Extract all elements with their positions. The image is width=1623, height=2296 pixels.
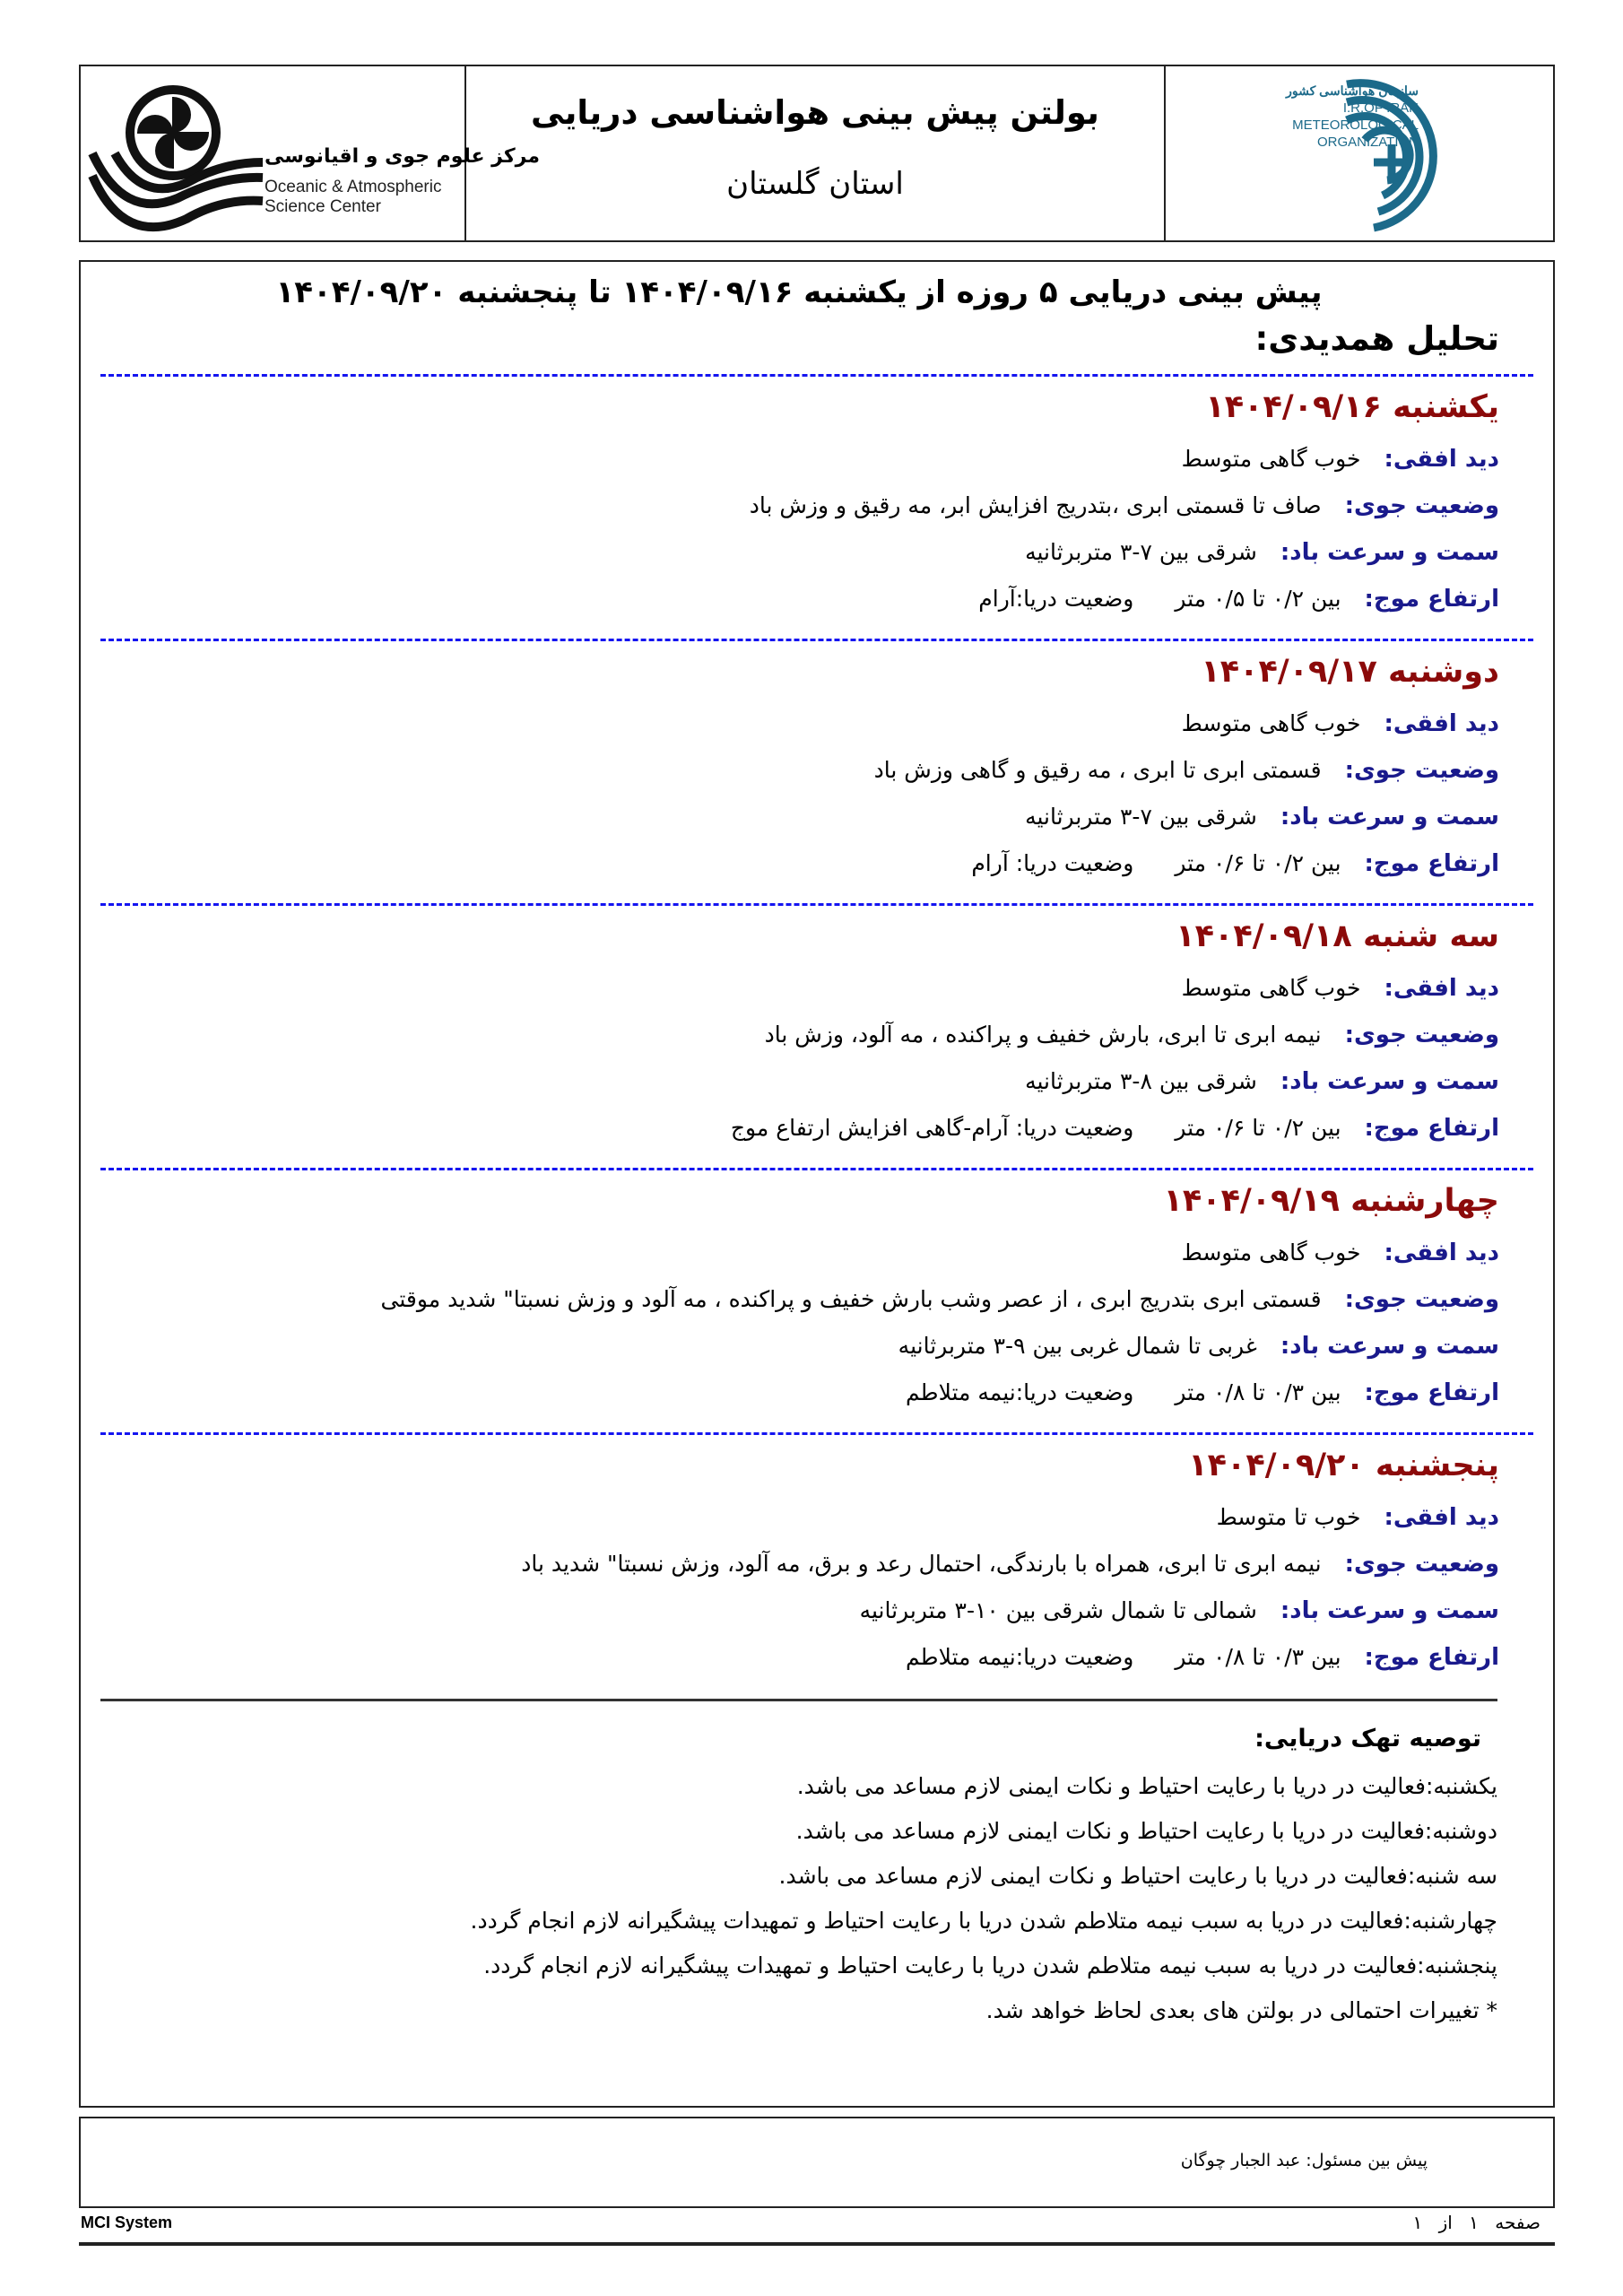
wind-label: سمت و سرعت باد: [1280,1597,1499,1624]
wind-label: سمت و سرعت باد: [1280,804,1499,831]
dotted-separator [100,1168,1533,1170]
wind-value: شرقی بین ۷-۳ متربرثانیه [1025,804,1257,830]
weather-row [81,1012,1499,1058]
weather-row [81,747,1499,794]
wave-row [81,576,1499,622]
wind-value: شرقی بین ۷-۳ متربرثانیه [1025,539,1257,565]
dotted-separator [100,374,1533,377]
forecaster-name: پیش بین مسئول: عبد الجبار چوگان [1180,2151,1428,2170]
weather-value: نیمه ابری تا ابری، همراه با بارندگی، احتمال رعد و برق، مه آلود، وزش نسبتا" شدید باد [521,1551,1322,1577]
irimo-logo-icon [1338,77,1490,234]
visibility-row [81,436,1499,483]
day-forecast [81,654,1499,887]
forecast-title: پیش بینی دریایی ۵ روزه از یکشنبه ۱۴۰۴/۰۹/۱۶ تا پنجشنبه ۱۴۰۴/۰۹/۲۰ [275,274,1323,310]
wave-label: ارتفاع موج: [1364,1644,1499,1671]
irimo-name-en-line2: METEOROLOGICAL [1292,117,1419,133]
weather-value: نیمه ابری تا ابری، بارش خفیف و پراکنده ، مه آلود، وزش باد [764,1022,1322,1048]
advice-line: سه شنبه:فعالیت در دریا با رعایت احتیاط و نکات ایمنی لازم مساعد می باشد. [778,1863,1497,1889]
irimo-name-en-line3: ORGANIZATION [1316,135,1419,150]
visibility-value: خوب گاهی متوسط [1181,446,1361,472]
day-title: چهارشنبه ۱۴۰۴/۰۹/۱۹ [1163,1183,1499,1219]
wind-label: سمت و سرعت باد: [1280,539,1499,566]
weather-row [81,483,1499,529]
sea-state-value: وضعیت دریا: آرام-گاهی افزایش ارتفاع موج [730,1115,1134,1141]
visibility-row [81,1494,1499,1541]
advice-line: پنجشنبه:فعالیت در دریا به سبب نیمه متلاطم شدن دریا با رعایت احتیاط و تمهیدات پیشگیرانه لازم انجام گردد. [483,1952,1497,1979]
visibility-row [81,1230,1499,1276]
day-title: سه شنبه ۱۴۰۴/۰۹/۱۸ [1176,918,1499,954]
advice-line: * تغییرات احتمالی در بولتن های بعدی لحاظ خواهد شد. [985,1997,1497,2023]
day-title: پنجشنبه ۱۴۰۴/۰۹/۲۰ [1188,1448,1499,1483]
visibility-label: دید افقی: [1384,710,1499,737]
visibility-row [81,700,1499,747]
weather-row [81,1276,1499,1323]
wind-row [81,794,1499,840]
day-title: دوشنبه ۱۴۰۴/۰۹/۱۷ [1201,654,1499,690]
wave-row [81,1634,1499,1681]
visibility-value: خوب گاهی متوسط [1181,1239,1361,1265]
wave-value: بین ۰/۲ تا ۰/۶ متر [1175,1115,1341,1141]
advice-line: دوشنبه:فعالیت در دریا با رعایت احتیاط و نکات ایمنی لازم مساعد می باشد. [795,1818,1497,1844]
oasc-name-fa: مرکز علوم جوی و اقیانوسی [265,145,540,168]
irimo-name-fa: سازمان هواشناسی کشور [1286,83,1419,98]
visibility-row [81,965,1499,1012]
weather-value: قسمتی ابری تا ابری ، مه رقیق و گاهی وزش باد [873,757,1322,783]
day-forecast [81,918,1499,1152]
wave-label: ارتفاع موج: [1364,850,1499,877]
advice-line: یکشنبه:فعالیت در دریا با رعایت احتیاط و نکات ایمنی لازم مساعد می باشد. [796,1773,1497,1799]
oasc-name-en-line1: Oceanic & Atmospheric [265,178,442,196]
wave-value: بین ۰/۲ تا ۰/۵ متر [1175,586,1341,612]
sea-state-value: وضعیت دریا:نیمه متلاطم [906,1379,1134,1405]
irimo-name-en-line1: I.R.OF IRAN [1342,100,1419,116]
day-forecast [81,389,1499,622]
wave-value: بین ۰/۲ تا ۰/۶ متر [1175,850,1341,876]
wind-row [81,1323,1499,1370]
weather-value: قسمتی ابری بتدریج ابری ، از عصر وشب بارش خفیف و پراکنده ، مه آلود و وزش نسبتا" شدید موقتی [380,1286,1322,1312]
weather-label: وضعیت جوی: [1344,1286,1499,1313]
sea-state-value: وضعیت دریا:نیمه متلاطم [906,1644,1134,1670]
dotted-separator [100,639,1533,641]
system-name: MCI System [81,2213,173,2231]
dotted-separator [100,903,1533,906]
visibility-value: خوب تا متوسط [1216,1504,1361,1530]
footer-rule [79,2242,1555,2246]
sea-state-value: وضعیت دریا:آرام [978,586,1134,612]
wind-row [81,1058,1499,1105]
visibility-label: دید افقی: [1384,446,1499,473]
wave-row [81,840,1499,887]
bulletin-title: بولتن پیش بینی هواشناسی دریایی [531,93,1099,132]
wind-value: شرقی بین ۸-۳ متربرثانیه [1025,1068,1257,1094]
weather-label: وضعیت جوی: [1344,492,1499,519]
page-number: صفحه ۱ از ۱ [1412,2212,1541,2233]
wave-label: ارتفاع موج: [1364,1379,1499,1406]
advice-title: توصیه تهک دریایی: [1254,1725,1481,1752]
day-forecast [81,1183,1499,1416]
weather-row [81,1541,1499,1587]
header [79,65,1555,242]
visibility-value: خوب گاهی متوسط [1181,975,1361,1001]
synoptic-analysis-label: تحلیل همدیدی: [1254,319,1499,358]
wave-row [81,1105,1499,1152]
wave-label: ارتفاع موج: [1364,586,1499,613]
wind-row [81,1587,1499,1634]
advice-line: چهارشنبه:فعالیت در دریا به سبب نیمه متلاطم شدن دریا با رعایت احتیاط و تمهیدات پیشگیرانه لازم انجام گردد. [470,1908,1497,1934]
wind-label: سمت و سرعت باد: [1280,1333,1499,1360]
wind-label: سمت و سرعت باد: [1280,1068,1499,1095]
province-name: استان گلستان [726,166,904,202]
title-cell [466,66,1166,240]
weather-label: وضعیت جوی: [1344,757,1499,784]
day-forecast [81,1448,1499,1681]
weather-label: وضعیت جوی: [1344,1551,1499,1578]
oasc-logo-cell [81,66,540,240]
oasc-name-en-line2: Science Center [265,197,381,216]
visibility-label: دید افقی: [1384,975,1499,1002]
solid-separator [100,1699,1497,1701]
forecast-section [79,260,1555,2108]
visibility-value: خوب گاهی متوسط [1181,710,1361,736]
wind-value: غربی تا شمال غربی بین ۹-۳ متربرثانیه [898,1333,1257,1359]
footer-box [79,2117,1555,2208]
sea-state-value: وضعیت دریا: آرام [971,850,1134,876]
visibility-label: دید افقی: [1384,1239,1499,1266]
dotted-separator [100,1432,1533,1435]
visibility-label: دید افقی: [1384,1504,1499,1531]
day-title: یکشنبه ۱۴۰۴/۰۹/۱۶ [1205,389,1499,425]
weather-value: صاف تا قسمتی ابری ،بتدریج افزایش ابر، مه رقیق و وزش باد [749,492,1322,518]
wave-value: بین ۰/۳ تا ۰/۸ متر [1175,1379,1341,1405]
weather-label: وضعیت جوی: [1344,1022,1499,1048]
irimo-logo-cell [1166,66,1553,240]
wind-row [81,529,1499,576]
wave-label: ارتفاع موج: [1364,1115,1499,1142]
wave-value: بین ۰/۳ تا ۰/۸ متر [1175,1644,1341,1670]
wave-row [81,1370,1499,1416]
wind-value: شمالی تا شمال شرقی بین ۱۰-۳ متربرثانیه [859,1597,1257,1623]
